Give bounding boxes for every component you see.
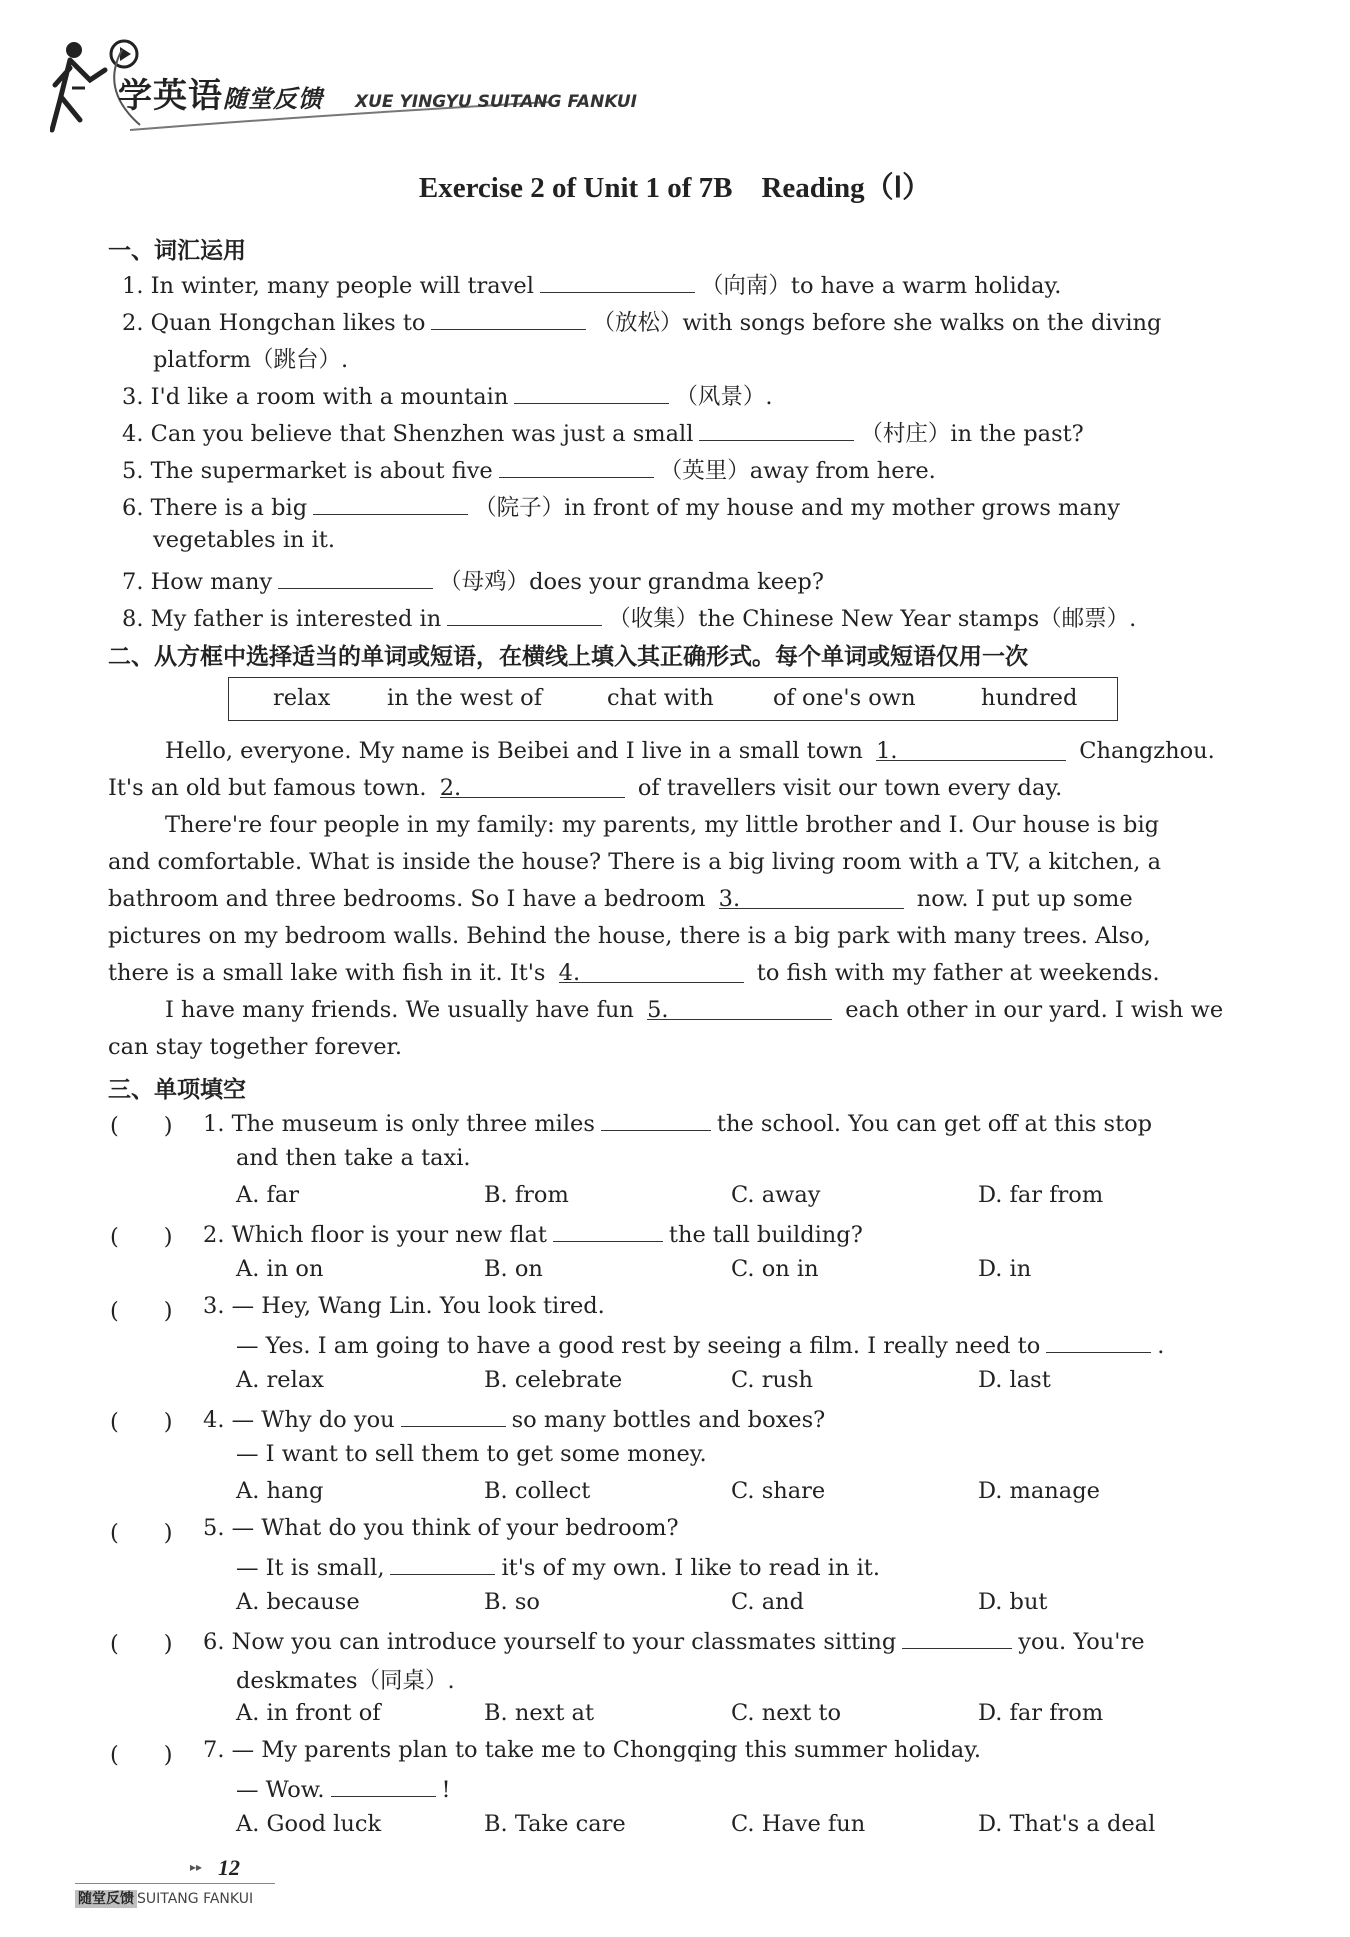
answer-blank bbox=[601, 1108, 711, 1131]
mc-question-1 bbox=[203, 1108, 1152, 1137]
q-number: 1. bbox=[122, 273, 144, 299]
q-text: — Hey, Wang Lin. You look tired. bbox=[231, 1293, 605, 1319]
answer-paren[interactable]: ( ) bbox=[110, 1298, 173, 1324]
q-text: — It is small, bbox=[236, 1555, 385, 1581]
answer-blank bbox=[331, 1774, 436, 1797]
q-text: How many bbox=[150, 569, 273, 595]
mc-question-5 bbox=[203, 1515, 679, 1541]
passage-text: to fish with my father at weekends. bbox=[756, 960, 1160, 986]
mc-question-7-cont bbox=[236, 1774, 451, 1803]
answer-blank[interactable] bbox=[313, 492, 468, 515]
option-a[interactable]: A. Good luck bbox=[236, 1811, 382, 1837]
answer-paren[interactable]: ( ) bbox=[110, 1409, 173, 1435]
passage-line bbox=[108, 775, 1062, 801]
passage-line bbox=[108, 886, 1133, 912]
q-text: The supermarket is about five bbox=[150, 458, 493, 484]
q-text: I'd like a room with a mountain bbox=[150, 384, 509, 410]
mc-question-2 bbox=[203, 1219, 863, 1248]
q-text: （放松）with songs before she walks on the diving bbox=[592, 310, 1162, 336]
passage-text: bathroom and three bedrooms. So I have a bedroom bbox=[108, 886, 706, 912]
q-text: — What do you think of your bedroom? bbox=[231, 1515, 679, 1541]
page-title: Exercise 2 of Unit 1 of 7B Reading（Ⅰ） bbox=[418, 172, 932, 204]
passage-line: can stay together forever. bbox=[108, 1034, 402, 1060]
q-text: the school. You can get off at this stop bbox=[716, 1111, 1153, 1137]
s1-question-8 bbox=[122, 601, 1136, 633]
passage-blank-2[interactable] bbox=[439, 775, 625, 801]
mc-question-4-cont: — I want to sell them to get some money. bbox=[236, 1441, 707, 1467]
passage-text: I have many friends. We usually have fun bbox=[165, 997, 634, 1023]
q-number: 7. bbox=[122, 569, 144, 595]
passage-line bbox=[165, 738, 1215, 764]
q-text: ! bbox=[441, 1777, 451, 1803]
q-number: 5. bbox=[203, 1515, 225, 1541]
q-number: 5. bbox=[122, 458, 144, 484]
option-a[interactable]: A. hang bbox=[236, 1478, 324, 1504]
q-number: 7. bbox=[203, 1737, 225, 1763]
option-c[interactable]: C. on in bbox=[731, 1256, 819, 1282]
option-b[interactable]: B. celebrate bbox=[484, 1367, 623, 1393]
s1-question-2 bbox=[122, 305, 1161, 337]
option-c[interactable]: C. share bbox=[731, 1478, 826, 1504]
answer-blank[interactable] bbox=[447, 603, 602, 626]
mc-question-6-cont: deskmates（同桌）. bbox=[236, 1668, 455, 1694]
q-text: My father is interested in bbox=[150, 606, 442, 632]
q-text: Now you can introduce yourself to your classmates sitting bbox=[231, 1629, 897, 1655]
q-text: — My parents plan to take me to Chongqing this summer holiday. bbox=[231, 1737, 982, 1763]
brand-cn-main: 学英语 bbox=[118, 76, 223, 116]
section3-heading: 三、单项填空 bbox=[108, 1077, 246, 1103]
brand-cn-sub: 随堂反馈 bbox=[223, 85, 323, 113]
q-text: （院子）in front of my house and my mother grows many bbox=[474, 495, 1120, 521]
double-arrow-icon: ▸▸ bbox=[190, 1860, 203, 1874]
option-b[interactable]: B. so bbox=[484, 1589, 540, 1615]
brand-pinyin: XUE YINGYU SUITANG FANKUI bbox=[355, 92, 638, 112]
q-text: Which floor is your new flat bbox=[231, 1222, 547, 1248]
s1-question-3 bbox=[122, 379, 773, 411]
q-number: 3. bbox=[122, 384, 144, 410]
option-a[interactable]: A. because bbox=[236, 1589, 360, 1615]
answer-blank bbox=[1046, 1330, 1151, 1353]
section2-heading: 二、从方框中选择适当的单词或短语，在横线上填入其正确形式。每个单词或短语仅用一次 bbox=[108, 644, 1028, 670]
answer-blank[interactable] bbox=[699, 418, 854, 441]
q-number: 6. bbox=[203, 1629, 225, 1655]
answer-paren[interactable]: ( ) bbox=[110, 1520, 173, 1546]
blank-number: 4. bbox=[558, 960, 581, 986]
passage-blank-3[interactable] bbox=[718, 886, 904, 912]
word-bank-item: relax bbox=[273, 685, 331, 711]
option-c[interactable]: C. Have fun bbox=[731, 1811, 866, 1837]
blank-number: 3. bbox=[718, 886, 741, 912]
passage-text: now. I put up some bbox=[916, 886, 1133, 912]
footer-divider bbox=[75, 1883, 275, 1884]
section1-heading: 一、词汇运用 bbox=[108, 238, 246, 264]
q-text: the tall building? bbox=[668, 1222, 863, 1248]
answer-blank[interactable] bbox=[514, 381, 669, 404]
option-c[interactable]: C. next to bbox=[731, 1700, 841, 1726]
option-b[interactable]: B. from bbox=[484, 1182, 569, 1208]
q-number: 4. bbox=[203, 1407, 225, 1433]
word-bank-item: of one's own bbox=[773, 685, 916, 711]
passage-line: and comfortable. What is inside the house? There is a big living room with a TV, a kitchen, a bbox=[108, 849, 1161, 875]
passage-text: there is a small lake with fish in it. It's bbox=[108, 960, 546, 986]
mc-question-5-cont bbox=[236, 1552, 880, 1581]
q-text: you. You're bbox=[1018, 1629, 1145, 1655]
q-number: 3. bbox=[203, 1293, 225, 1319]
option-c[interactable]: C. rush bbox=[731, 1367, 814, 1393]
s1-question-7 bbox=[122, 564, 824, 596]
option-a[interactable]: A. in on bbox=[236, 1256, 324, 1282]
option-b[interactable]: B. next at bbox=[484, 1700, 594, 1726]
passage-blank-4[interactable] bbox=[558, 960, 744, 986]
option-d[interactable]: D. last bbox=[978, 1367, 1051, 1393]
q-number: 6. bbox=[122, 495, 144, 521]
blank-number: 1. bbox=[876, 738, 898, 764]
q-text: （母鸡）does your grandma keep? bbox=[439, 569, 824, 595]
answer-blank[interactable] bbox=[278, 566, 433, 589]
passage-line: There're four people in my family: my parents, my little brother and I. Our house is big bbox=[165, 812, 1160, 838]
q-text: （风景）. bbox=[675, 384, 773, 410]
answer-blank[interactable] bbox=[540, 270, 695, 293]
word-bank-item: chat with bbox=[607, 685, 714, 711]
s1-question-2-cont: platform（跳台）. bbox=[153, 347, 349, 373]
q-number: 2. bbox=[122, 310, 144, 336]
q-text: it's of my own. I like to read in it. bbox=[501, 1555, 880, 1581]
page-number: 12 bbox=[218, 1855, 240, 1880]
passage-line: pictures on my bedroom walls. Behind the house, there is a big park with many trees. Also, bbox=[108, 923, 1151, 949]
passage-text: Hello, everyone. My name is Beibei and I live in a small town bbox=[165, 738, 863, 764]
option-c[interactable]: C. and bbox=[731, 1589, 805, 1615]
q-number: 8. bbox=[122, 606, 144, 632]
answer-blank bbox=[902, 1626, 1012, 1649]
q-text: so many bottles and boxes? bbox=[511, 1407, 826, 1433]
q-text: Quan Hongchan likes to bbox=[150, 310, 426, 336]
option-b[interactable]: B. Take care bbox=[484, 1811, 626, 1837]
q-text: （村庄）in the past? bbox=[860, 421, 1084, 447]
mc-question-6 bbox=[203, 1626, 1145, 1655]
option-d[interactable]: D. far from bbox=[978, 1700, 1104, 1726]
answer-blank bbox=[401, 1404, 506, 1427]
answer-paren[interactable]: ( ) bbox=[110, 1631, 173, 1657]
word-bank-item: in the west of bbox=[387, 685, 543, 711]
answer-blank[interactable] bbox=[431, 307, 586, 330]
blank-number: 5. bbox=[647, 997, 669, 1023]
q-text: — Wow. bbox=[236, 1777, 325, 1803]
brand-title bbox=[118, 68, 323, 117]
option-b[interactable]: B. on bbox=[484, 1256, 543, 1282]
option-a[interactable]: A. relax bbox=[236, 1367, 324, 1393]
q-text: — Why do you bbox=[231, 1407, 395, 1433]
option-d[interactable]: D. far from bbox=[978, 1182, 1104, 1208]
s1-question-6 bbox=[122, 490, 1120, 522]
q-number: 2. bbox=[203, 1222, 225, 1248]
option-d[interactable]: D. but bbox=[978, 1589, 1048, 1615]
s1-question-1 bbox=[122, 268, 1061, 300]
answer-blank bbox=[390, 1552, 495, 1575]
passage-text: Changzhou. bbox=[1079, 738, 1215, 764]
mc-question-7 bbox=[203, 1737, 981, 1763]
passage-text: It's an old but famous town. bbox=[108, 775, 427, 801]
s1-question-4 bbox=[122, 416, 1084, 448]
option-d[interactable]: D. manage bbox=[978, 1478, 1100, 1504]
q-text: — Yes. I am going to have a good rest by seeing a film. I really need to bbox=[236, 1333, 1041, 1359]
passage-line bbox=[165, 997, 1223, 1023]
answer-blank bbox=[553, 1219, 663, 1242]
q-number: 1. bbox=[203, 1111, 225, 1137]
q-text: The museum is only three miles bbox=[231, 1111, 595, 1137]
q-number: 4. bbox=[122, 421, 144, 447]
passage-blank-1[interactable] bbox=[876, 738, 1066, 764]
option-a[interactable]: A. far bbox=[236, 1182, 300, 1208]
answer-paren[interactable]: ( ) bbox=[110, 1113, 173, 1139]
word-bank-item: hundred bbox=[981, 685, 1078, 711]
option-d[interactable]: D. That's a deal bbox=[978, 1811, 1156, 1837]
footer-tag-en: SUITANG FANKUI bbox=[137, 1891, 254, 1907]
option-a[interactable]: A. in front of bbox=[236, 1700, 381, 1726]
passage-blank-5[interactable] bbox=[647, 997, 832, 1023]
passage-text: each other in our yard. I wish we bbox=[845, 997, 1224, 1023]
option-c[interactable]: C. away bbox=[731, 1182, 821, 1208]
s1-question-6-cont: vegetables in it. bbox=[153, 527, 336, 553]
q-text: （收集）the Chinese New Year stamps（邮票）. bbox=[608, 606, 1137, 632]
footer-brand bbox=[75, 1888, 253, 1908]
passage-line bbox=[108, 960, 1160, 986]
q-text: （向南）to have a warm holiday. bbox=[700, 273, 1062, 299]
passage-text: of travellers visit our town every day. bbox=[637, 775, 1063, 801]
q-text: （英里）away from here. bbox=[659, 458, 936, 484]
q-text: In winter, many people will travel bbox=[150, 273, 534, 299]
q-text: There is a big bbox=[150, 495, 308, 521]
s1-question-5 bbox=[122, 453, 936, 485]
mc-question-1-cont: and then take a taxi. bbox=[236, 1145, 471, 1171]
mc-question-4 bbox=[203, 1404, 825, 1433]
q-text: . bbox=[1157, 1333, 1165, 1359]
q-text: Can you believe that Shenzhen was just a small bbox=[150, 421, 694, 447]
option-b[interactable]: B. collect bbox=[484, 1478, 591, 1504]
answer-blank[interactable] bbox=[499, 455, 654, 478]
answer-paren[interactable]: ( ) bbox=[110, 1742, 173, 1768]
option-d[interactable]: D. in bbox=[978, 1256, 1032, 1282]
word-bank-box bbox=[228, 677, 1118, 721]
mc-question-3 bbox=[203, 1293, 605, 1319]
blank-number: 2. bbox=[439, 775, 462, 801]
footer-tag-cn: 随堂反馈 bbox=[75, 1890, 137, 1908]
header bbox=[50, 30, 650, 140]
answer-paren[interactable]: ( ) bbox=[110, 1224, 173, 1250]
mc-question-3-cont bbox=[236, 1330, 1164, 1359]
